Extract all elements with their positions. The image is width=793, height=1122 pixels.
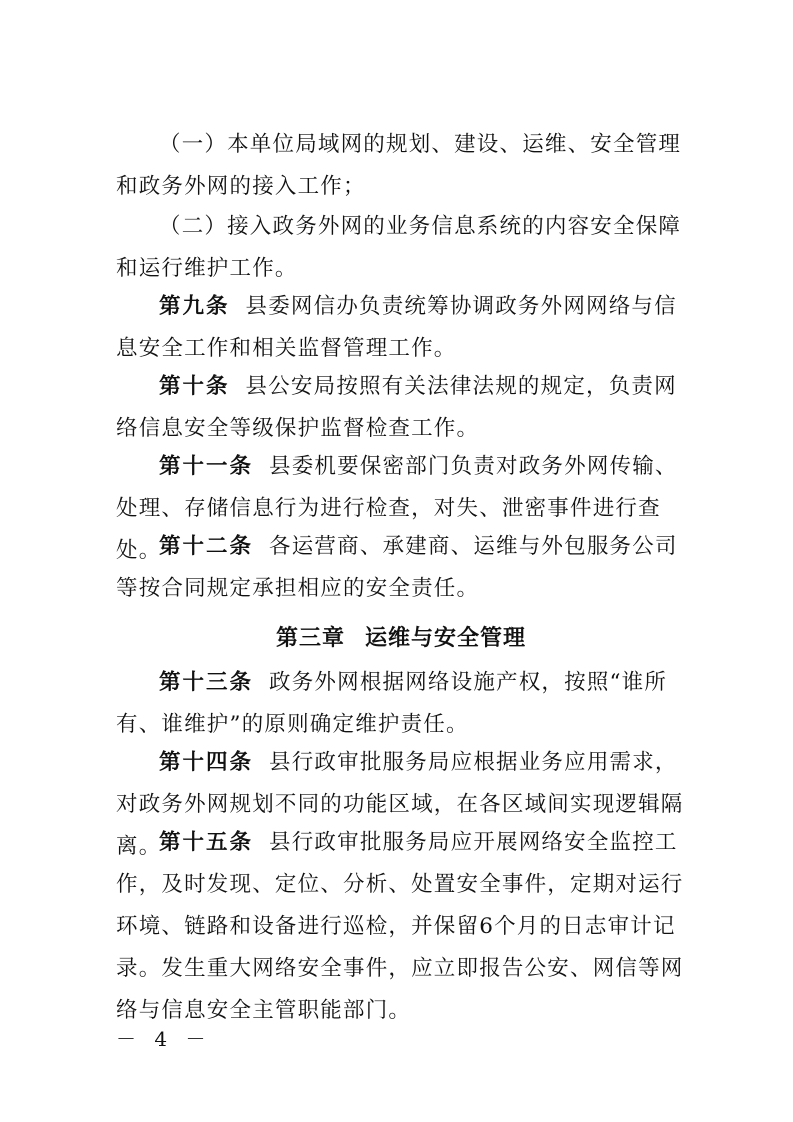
article-15-text: 县行政审批服务局应开展网络安全监控工作，及时发现、定位、分析、处置安全事件，定期对运行环境、链路和设备进行巡检，并保留6个月的日志审计记录。发生重大网络安全事件，应立即报告公安、网信等网络与信息安全主管职能部门。 — [116, 830, 684, 1023]
paragraph-1 — [116, 124, 686, 208]
chapter-title: 运维与安全管理 — [365, 626, 527, 651]
article-10-text: 县公安局按照有关法律法规的规定，负责网络信息安全等级保护监督检查工作。 — [116, 374, 677, 441]
article-15 — [116, 822, 686, 1032]
article-14-text: 县行政审批服务局应根据业务应用需求，对政务外网规划不同的功能区域，在各区域间实现逻辑隔离。 — [116, 750, 684, 859]
article-12-label: 第十二条 — [159, 534, 254, 559]
paragraph-1-text: （一）本单位局域网的规划、建设、运维、安全管理和政务外网的接入工作； — [116, 132, 682, 199]
paragraph-2 — [116, 206, 686, 290]
article-12-text: 各运营商、承建商、运维与外包服务公司等按合同规定承担相应的安全责任。 — [116, 534, 678, 601]
article-9 — [116, 286, 686, 370]
article-13 — [116, 662, 686, 746]
article-15-label: 第十五条 — [159, 830, 254, 855]
article-14-label: 第十四条 — [159, 750, 254, 775]
article-9-text: 县委网信办负责统筹协调政务外网网络与信息安全工作和相关监督管理工作。 — [116, 294, 677, 361]
article-12 — [116, 526, 686, 610]
article-13-text: 政务外网根据网络设施产权，按照“谁所有、谁维护”的原则确定维护责任。 — [116, 670, 668, 737]
article-11-label: 第十一条 — [159, 454, 254, 479]
page-number: － 4 － — [116, 1027, 212, 1051]
paragraph-2-text: （二）接入政务外网的业务信息系统的内容安全保障和运行维护工作。 — [116, 214, 682, 281]
chapter-number: 第三章 — [275, 626, 345, 651]
article-10-label: 第十条 — [159, 374, 230, 399]
article-10 — [116, 366, 686, 450]
chapter-heading — [116, 622, 686, 656]
article-13-label: 第十三条 — [159, 670, 254, 695]
article-11-text: 县委机要保密部门负责对政务外网传输、处理、存储信息行为进行检查，对失、泄密事件进行查处。 — [116, 454, 678, 563]
article-9-label: 第九条 — [159, 294, 230, 319]
